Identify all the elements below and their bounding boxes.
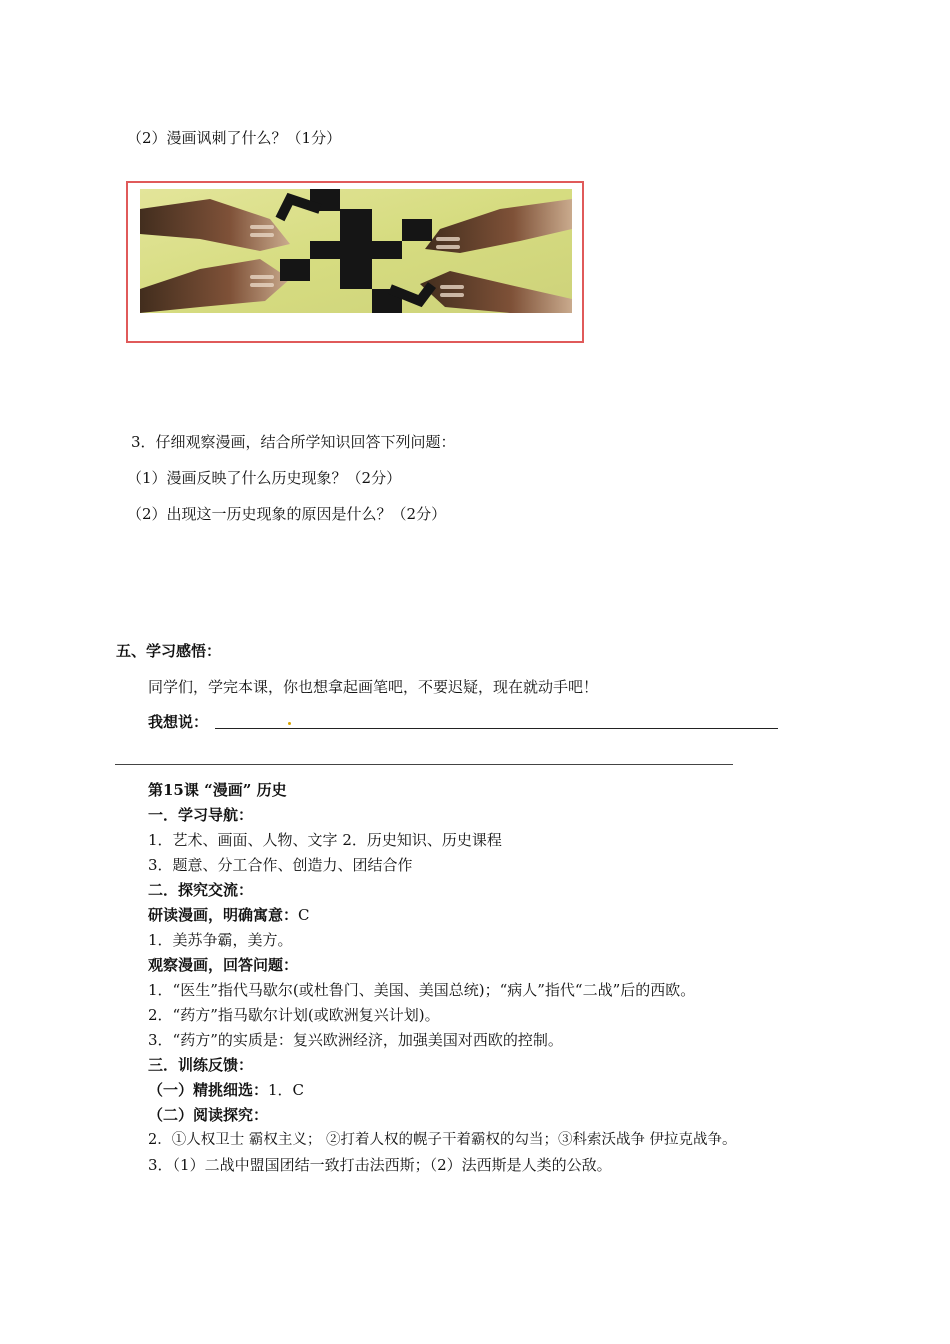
answers-title: 第15课 “漫画” 历史 xyxy=(148,781,287,799)
section5-prompt: 同学们，学完本课，你也想拿起画笔吧，不要迟疑，现在就动手吧！ xyxy=(148,678,599,696)
answers-s2-sub1-value: C xyxy=(298,906,310,924)
answers-s2-line2: 1．“医生”指代马歇尔(或杜鲁门、美国、美国总统)；“病人”指代“二战”后的西欧。 xyxy=(148,981,696,999)
answers-s3-heading: 三．训练反馈： xyxy=(148,1056,254,1074)
answers-s2-heading: 二．探究交流： xyxy=(148,881,254,899)
question-3-intro: 3．仔细观察漫画，结合所学知识回答下列问题： xyxy=(131,433,456,451)
answer-blank-line[interactable] xyxy=(215,728,778,729)
answers-s1-line2: 3．题意、分工合作、创造力、团结合作 xyxy=(148,856,413,874)
answers-s2-line3: 2．“药方”指马歇尔计划(或欧洲复兴计划)。 xyxy=(148,1006,440,1024)
answers-s3-sub1-value: 1．C xyxy=(268,1081,305,1099)
answers-s2-line1: 1．美苏争霸，美方。 xyxy=(148,931,293,949)
answers-s2-sub1 xyxy=(148,905,310,925)
question-3-sub2: （2）出现这一历史现象的原因是什么？（2分） xyxy=(127,505,447,523)
fists-swastika-cartoon-icon xyxy=(140,189,572,313)
answers-s3-line1: 2．①人权卫士 霸权主义； ②打着人权的幌子干着霸权的勾当；③科索沃战争 伊拉克战争。 xyxy=(148,1132,737,1148)
section5-heading: 五、学习感悟： xyxy=(116,642,222,660)
ink-dot xyxy=(288,722,291,725)
answers-s2-line4: 3．“药方”的实质是：复兴欧洲经济，加强美国对西欧的控制。 xyxy=(148,1031,563,1049)
answers-s3-sub1 xyxy=(148,1080,304,1100)
answers-s1-heading: 一．学习导航： xyxy=(148,806,254,824)
question-2-2: （2）漫画讽刺了什么？（1分） xyxy=(127,129,342,147)
question-3-sub1: （1）漫画反映了什么历史现象？（2分） xyxy=(127,469,402,487)
answers-s2-sub2-label: 观察漫画，回答问题： xyxy=(148,956,299,974)
answers-s3-line2: 3．（1）二战中盟国团结一致打击法西斯；（2）法西斯是人类的公敌。 xyxy=(148,1156,612,1174)
say-label: 我想说： xyxy=(148,713,209,731)
answer-blank-line-2[interactable] xyxy=(115,764,733,765)
answers-s2-sub1-label: 研读漫画，明确寓意： xyxy=(148,906,299,924)
answers-s1-line1: 1．艺术、画面、人物、文字 2．历史知识、历史课程 xyxy=(148,831,502,849)
cartoon-figure xyxy=(126,181,584,343)
answers-s3-sub1-label: （一）精挑细选： xyxy=(148,1081,269,1099)
answers-s3-sub2-label: （二）阅读探究： xyxy=(148,1106,269,1124)
